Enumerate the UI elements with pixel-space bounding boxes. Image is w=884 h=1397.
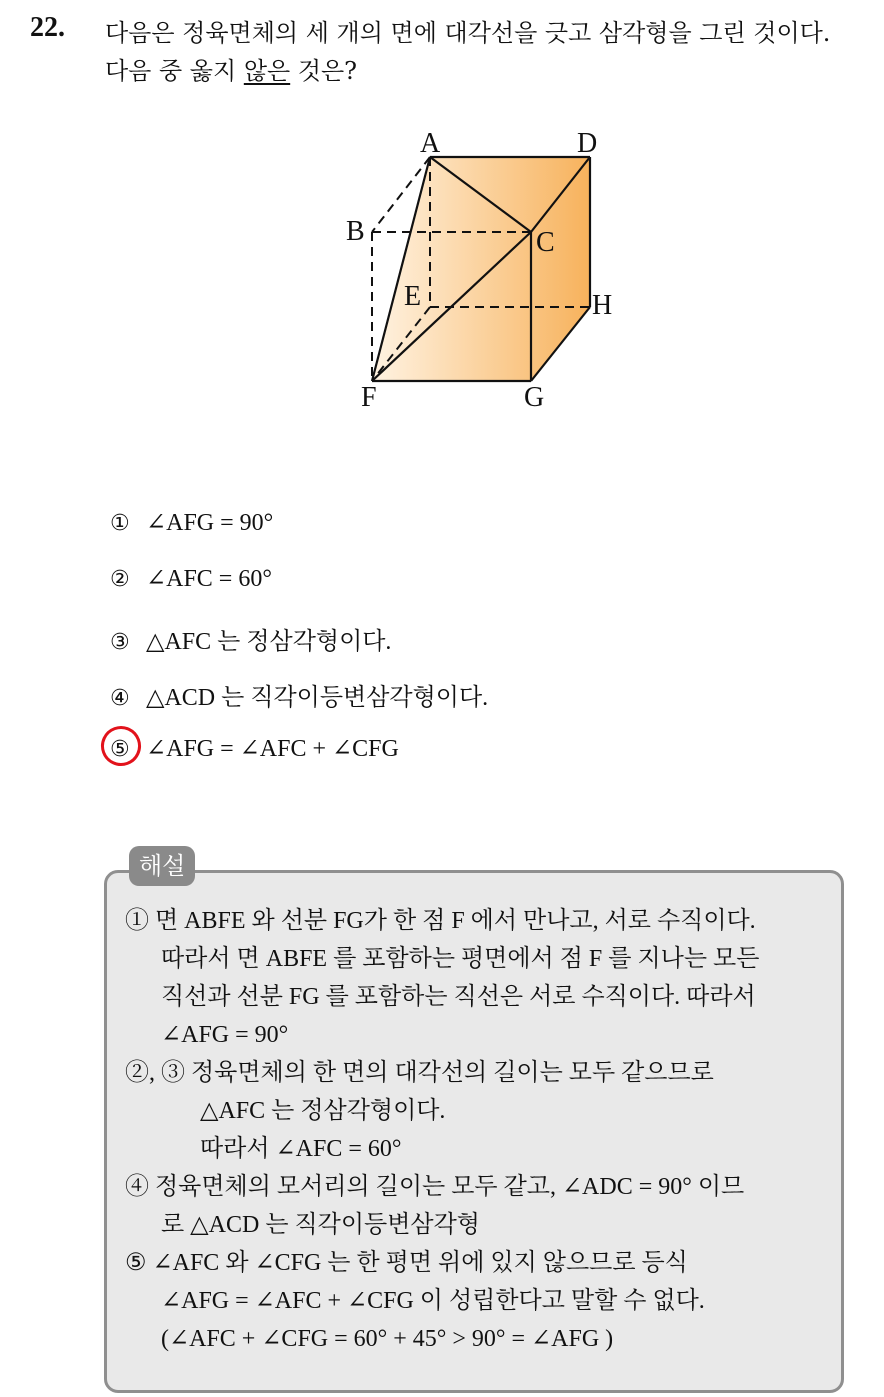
choice-3-number: ③ bbox=[110, 630, 130, 655]
choice-5-number: ⑤ bbox=[110, 737, 130, 762]
question-text bbox=[105, 14, 875, 90]
solution-line: 따라서 면 ABFE 를 포함하는 평면에서 점 F 를 지나는 모든 bbox=[161, 946, 760, 972]
choice-4-text: △ACD 는 직각이등변삼각형이다. bbox=[146, 685, 489, 711]
solution-line: ∠AFG = 90° bbox=[161, 1022, 289, 1048]
question-number: 22. bbox=[30, 12, 65, 43]
question-line-1: 다음은 정육면체의 세 개의 면에 대각선을 긋고 삼각형을 그린 것이다. bbox=[105, 19, 831, 47]
label-e: E bbox=[404, 281, 422, 312]
label-b: B bbox=[346, 216, 365, 247]
solution-line: 로 △ACD 는 직각이등변삼각형 bbox=[161, 1212, 480, 1238]
label-f: F bbox=[361, 382, 377, 413]
choice-5-text: ∠AFG = ∠AFC + ∠CFG bbox=[146, 736, 399, 762]
solution-tag: 해설 bbox=[129, 846, 195, 886]
choice-4-number: ④ bbox=[110, 686, 130, 711]
solution-line: (∠AFC + ∠CFG = 60° + 45° > 90° = ∠AFG ) bbox=[161, 1326, 614, 1352]
label-g: G bbox=[524, 382, 545, 413]
answer-circle-mark bbox=[95, 720, 146, 771]
solution-line: 따라서 ∠AFC = 60° bbox=[200, 1136, 402, 1162]
solution-line: ⑤ ∠AFC 와 ∠CFG 는 한 평면 위에 있지 않으므로 등식 bbox=[125, 1250, 688, 1276]
solution-line: 직선과 선분 FG 를 포함하는 직선은 서로 수직이다. 따라서 bbox=[161, 984, 756, 1010]
choice-2-text: ∠AFC = 60° bbox=[146, 566, 272, 592]
choice-1[interactable] bbox=[110, 508, 273, 537]
solution-line: ∠AFG = ∠AFC + ∠CFG 이 성립한다고 말할 수 없다. bbox=[161, 1288, 705, 1314]
solution-text bbox=[125, 902, 825, 1358]
choice-5[interactable] bbox=[110, 734, 399, 763]
question-line-2-post: 것은? bbox=[290, 57, 358, 85]
question-line-2 bbox=[105, 52, 875, 90]
cube-figure bbox=[330, 120, 640, 420]
choice-2[interactable] bbox=[110, 564, 272, 593]
solution-line: ① 면 ABFE 와 선분 FG가 한 점 F 에서 만나고, 서로 수직이다. bbox=[125, 908, 756, 934]
choice-1-number: ① bbox=[110, 511, 130, 536]
solution-line: △AFC 는 정삼각형이다. bbox=[200, 1098, 446, 1124]
choice-3-text: △AFC 는 정삼각형이다. bbox=[146, 629, 392, 655]
solution-line: ②, ③ 정육면체의 한 면의 대각선의 길이는 모두 같으므로 bbox=[125, 1060, 714, 1086]
label-c: C bbox=[536, 227, 555, 258]
choice-2-number: ② bbox=[110, 567, 130, 592]
label-d: D bbox=[577, 128, 598, 159]
choice-3[interactable] bbox=[110, 621, 391, 656]
underlined-not: 않은 bbox=[243, 57, 291, 85]
choice-4[interactable] bbox=[110, 677, 488, 712]
choice-1-text: ∠AFG = 90° bbox=[146, 510, 274, 536]
label-a: A bbox=[420, 128, 441, 159]
label-h: H bbox=[592, 290, 613, 321]
solution-line: ④ 정육면체의 모서리의 길이는 모두 같고, ∠ADC = 90° 이므 bbox=[125, 1174, 745, 1200]
question-line-2-pre: 다음 중 옳지 bbox=[105, 57, 244, 85]
